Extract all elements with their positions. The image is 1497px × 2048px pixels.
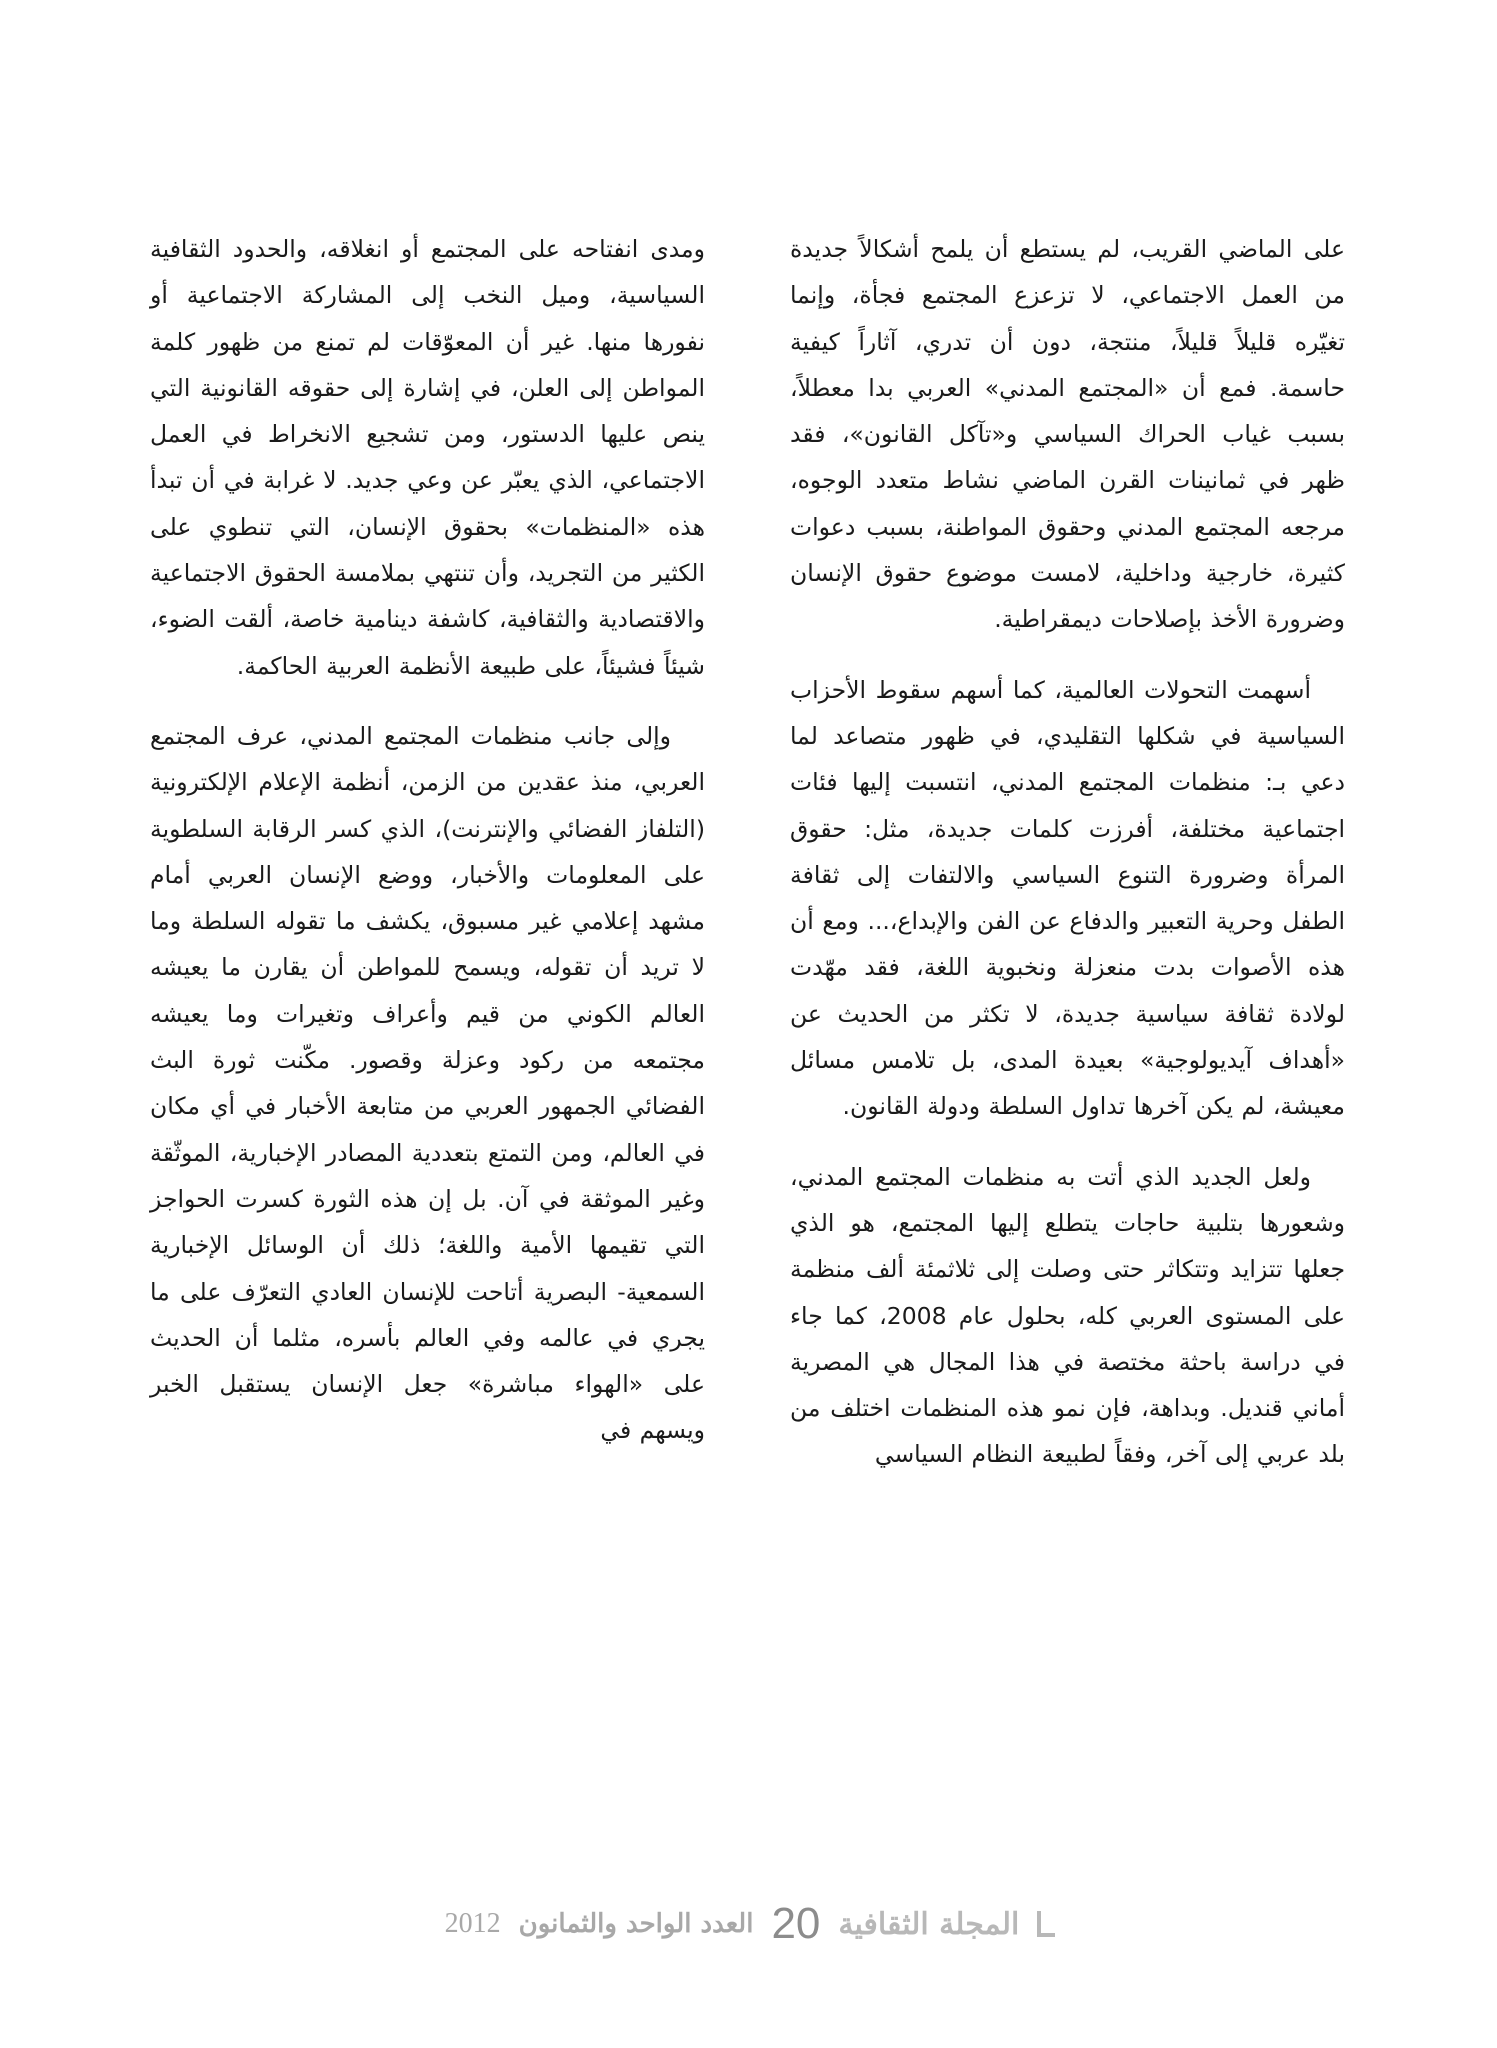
issue-label: العدد الواحد والثمانون xyxy=(518,1909,754,1939)
issue-year: 2012 xyxy=(444,1908,501,1939)
page-number: 20 xyxy=(771,1899,821,1948)
paragraph-left-2: وإلى جانب منظمات المجتمع المدني، عرف المجتمع العربي، منذ عقدين من الزمن، أنظمة الإعلام الإلكترونية (التلفاز الفضائي والإنترنت)، الذي كسر الرقابة السلطوية على المعلومات والأخبار، ووضع الإنسان العربي أمام مشهد إعلامي غير مسبوق، يكشف ما تقوله السلطة وما لا تريد أن تقوله، ويسمح للمواطن أن يقارن ما يعيشه العالم الكوني من قيم وأعراف وتغيرات وما يعيشه مجتمعه من ركود وعزلة وقصور. مكّنت ثورة البث الفضائي الجمهور العربي من متابعة الأخبار في أي مكان في العالم، ومن التمتع بتعددية المصادر الإخبارية، الموثّقة وغير الموثقة في آن. بل إن هذه الثورة كسرت الحواجز التي تقيمها الأمية واللغة؛ ذلك أن الوسائل الإخبارية السمعية- البصرية أتاحت للإنسان العادي التعرّف على ما يجري في عالمه وفي العالم بأسره، مثلما أن الحديث على «الهواء مباشرة» جعل الإنسان يستقبل الخبر ويسهم في xyxy=(150,721,705,1445)
article-column-left xyxy=(150,226,705,1478)
magazine-name: المجلة الثقافية xyxy=(838,1906,1020,1942)
article-column-right xyxy=(790,226,1345,1502)
page-footer xyxy=(430,1894,1070,1954)
paragraph-right-2: أسهمت التحولات العالمية، كما أسهم سقوط الأحزاب السياسية في شكلها التقليدي، في ظهور متصاعد لما دعي بـ: منظمات المجتمع المدني، انتسبت إليها فئات اجتماعية مختلفة، أفرزت كلمات جديدة، مثل: حقوق المرأة وضرورة التنوع السياسي والالتفات إلى ثقافة الطفل وحرية التعبير والدفاع عن الفن والإبداع،... ومع أن هذه الأصوات بدت منعزلة ونخبوية اللغة، فقد مهّدت لولادة ثقافة سياسية جديدة، لا تكثر من الحديث عن «أهداف آيديولوجية» بعيدة المدى، بل تلامس مسائل معيشة، لم يكن آخرها تداول السلطة ودولة القانون. xyxy=(790,675,1345,1121)
paragraph-right-3: ولعل الجديد الذي أتت به منظمات المجتمع المدني، وشعورها بتلبية حاجات يتطلع إليها المجتمع، هو الذي جعلها تتزايد وتتكاثر حتى وصلت إلى ثلاثمئة ألف منظمة على المستوى العربي كله، بحلول عام 2008، كما جاء في دراسة باحثة مختصة في هذا المجال هي المصرية أماني قنديل. وبداهة، فإن نمو هذه المنظمات اختلف من بلد عربي إلى آخر، وفقاً لطبيعة النظام السياسي xyxy=(790,1162,1345,1469)
paragraph-left-1: ومدى انفتاحه على المجتمع أو انغلاقه، والحدود الثقافية السياسية، وميل النخب إلى المشاركة الاجتماعية أو نفورها منها. غير أن المعوّقات لم تمنع من ظهور كلمة المواطن إلى العلن، في إشارة إلى حقوقه القانونية التي ينص عليها الدستور، ومن تشجيع الانخراط في العمل الاجتماعي، الذي يعبّر عن وعي جديد. لا غرابة في أن تبدأ هذه «المنظمات» بحقوق الإنسان، التي تنطوي على الكثير من التجريد، وأن تنتهي بملامسة الحقوق الاجتماعية والاقتصادية والثقافية، كاشفة دينامية خاصة، ألقت الضوء، شيئاً فشيئاً، على طبيعة الأنظمة العربية الحاكمة. xyxy=(150,235,705,680)
bracket-ornament-icon xyxy=(1037,1911,1055,1937)
paragraph-right-1: على الماضي القريب، لم يستطع أن يلمح أشكالاً جديدة من العمل الاجتماعي، لا تزعزع المجتمع فجأة، وإنما تغيّره قليلاً قليلاً، منتجة، دون أن تدري، آثاراً كيفية حاسمة. فمع أن «المجتمع المدني» العربي بدا معطلاً، بسبب غياب الحراك السياسي و«تآكل القانون»، فقد ظهر في ثمانينات القرن الماضي نشاط متعدد الوجوه، مرجعه المجتمع المدني وحقوق المواطنة، بسبب دعوات كثيرة، خارجية وداخلية، لامست موضوع حقوق الإنسان وضرورة الأخذ بإصلاحات ديمقراطية. xyxy=(790,235,1345,634)
